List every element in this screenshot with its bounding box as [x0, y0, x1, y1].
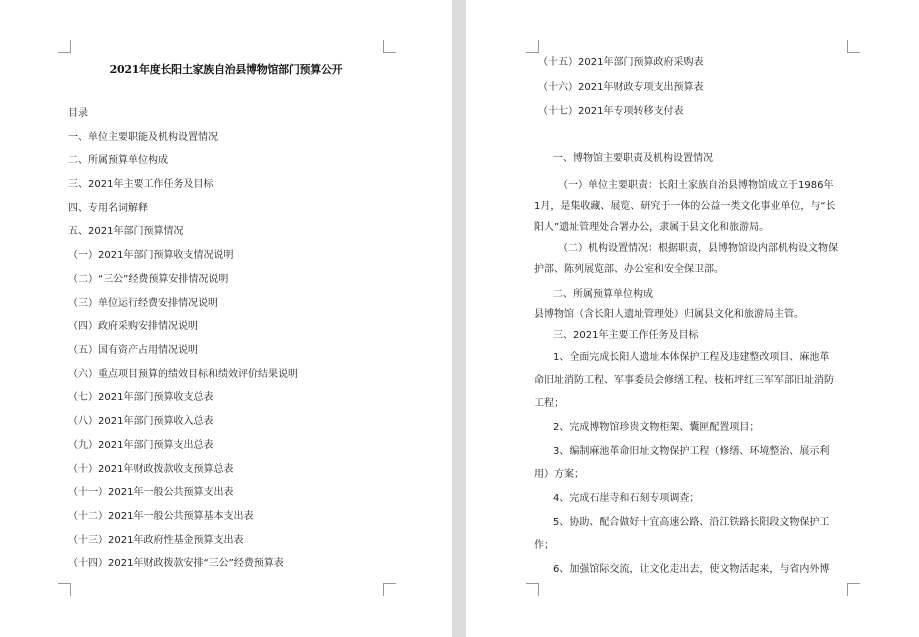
- toc-item: （十一）2021年一般公共预算支出表: [68, 487, 234, 498]
- margin-corner-mark: [526, 40, 539, 53]
- body-text-line: 护部、陈列展览部、办公室和安全保卫部。: [534, 264, 724, 275]
- margin-corner-mark: [383, 583, 396, 596]
- toc-item: （十二）2021年一般公共预算基本支出表: [68, 511, 254, 522]
- toc-item: （十六）2021年财政专项支出预算表: [538, 82, 704, 93]
- body-text-line: 1、全面完成长阳人遗址本体保护工程及违建整改项目、麻池革: [553, 352, 830, 363]
- body-text-line: （二）机构设置情况：根据职责，县博物馆设内部机构设文物保: [558, 243, 838, 254]
- toc-item: 五、2021年部门预算情况: [68, 226, 184, 237]
- body-text-line: 县博物馆（含长阳人遗址管理处）归属县文化和旅游局主管。: [534, 309, 804, 320]
- toc-item: （五）国有资产占用情况说明: [68, 345, 198, 356]
- margin-corner-mark: [58, 40, 71, 53]
- body-text-line: 6、加强馆际交流，让文化走出去，使文物活起来，与省内外博: [553, 564, 830, 575]
- body-text-line: 命旧址消防工程、军事委员会修缮工程、枝柘坪红三军军部旧址消防: [534, 375, 834, 386]
- body-text-line: 3、编制麻池革命旧址文物保护工程（修缮、环境整治、展示利: [553, 446, 830, 457]
- margin-corner-mark: [58, 583, 71, 596]
- toc-item: （十七）2021年专项转移支付表: [538, 106, 684, 117]
- toc-item: （七）2021年部门预算收支总表: [68, 392, 214, 403]
- body-text-line: 2、完成博物馆珍贵文物柜架、囊匣配置项目；: [553, 422, 760, 433]
- margin-corner-mark: [847, 583, 860, 596]
- toc-item: （十）2021年财政拨款收支预算总表: [68, 464, 234, 475]
- section-heading: 三、2021年主要工作任务及目标: [553, 330, 699, 341]
- toc-item: （九）2021年部门预算支出总表: [68, 440, 214, 451]
- toc-item: 四、专用名词解释: [68, 203, 148, 214]
- toc-item: 三、2021年主要工作任务及目标: [68, 179, 214, 190]
- toc-item: （六）重点项目预算的绩效目标和绩效评价结果说明: [68, 369, 298, 380]
- page-gap: [452, 0, 466, 637]
- document-title: 2021年度长阳土家族自治县博物馆部门预算公开: [109, 63, 343, 76]
- toc-heading: 目录: [68, 108, 88, 119]
- section-heading: 一、博物馆主要职责及机构设置情况: [553, 153, 713, 164]
- body-text-line: 阳人”遗址管理处合署办公，隶属于县文化和旅游局。: [534, 222, 770, 233]
- margin-corner-mark: [847, 40, 860, 53]
- toc-item: （十四）2021年财政拨款安排“三公”经费预算表: [68, 558, 284, 569]
- body-text-line: 作；: [534, 540, 554, 551]
- document-page-right: [466, 0, 919, 637]
- toc-item: 二、所属预算单位构成: [68, 155, 168, 166]
- section-heading: 二、所属预算单位构成: [553, 289, 653, 300]
- body-text-line: 4、完成石崖寺和石刻专项调查；: [553, 493, 700, 504]
- toc-item: 一、单位主要职能及机构设置情况: [68, 132, 218, 143]
- body-text-line: 1月，是集收藏、展览、研究于一体的公益一类文化事业单位，与“长: [534, 201, 836, 212]
- body-text-line: 工程；: [534, 398, 564, 409]
- body-text-line: 用）方案；: [534, 469, 584, 480]
- toc-item: （三）单位运行经费安排情况说明: [68, 298, 218, 309]
- margin-corner-mark: [526, 583, 539, 596]
- toc-item: （八）2021年部门预算收入总表: [68, 416, 214, 427]
- toc-item: （十三）2021年政府性基金预算支出表: [68, 535, 244, 546]
- document-page-left: [0, 0, 452, 637]
- toc-item: （一）2021年部门预算收支情况说明: [68, 250, 234, 261]
- toc-item: （四）政府采购安排情况说明: [68, 321, 198, 332]
- toc-item: （二）“三公”经费预算安排情况说明: [68, 274, 229, 285]
- body-text-line: 5、协助、配合做好十宜高速公路、沿江铁路长阳段文物保护工: [553, 517, 830, 528]
- toc-item: （十五）2021年部门预算政府采购表: [538, 57, 704, 68]
- margin-corner-mark: [383, 40, 396, 53]
- body-text-line: （一）单位主要职责：长阳土家族自治县博物馆成立于1986年: [558, 180, 834, 191]
